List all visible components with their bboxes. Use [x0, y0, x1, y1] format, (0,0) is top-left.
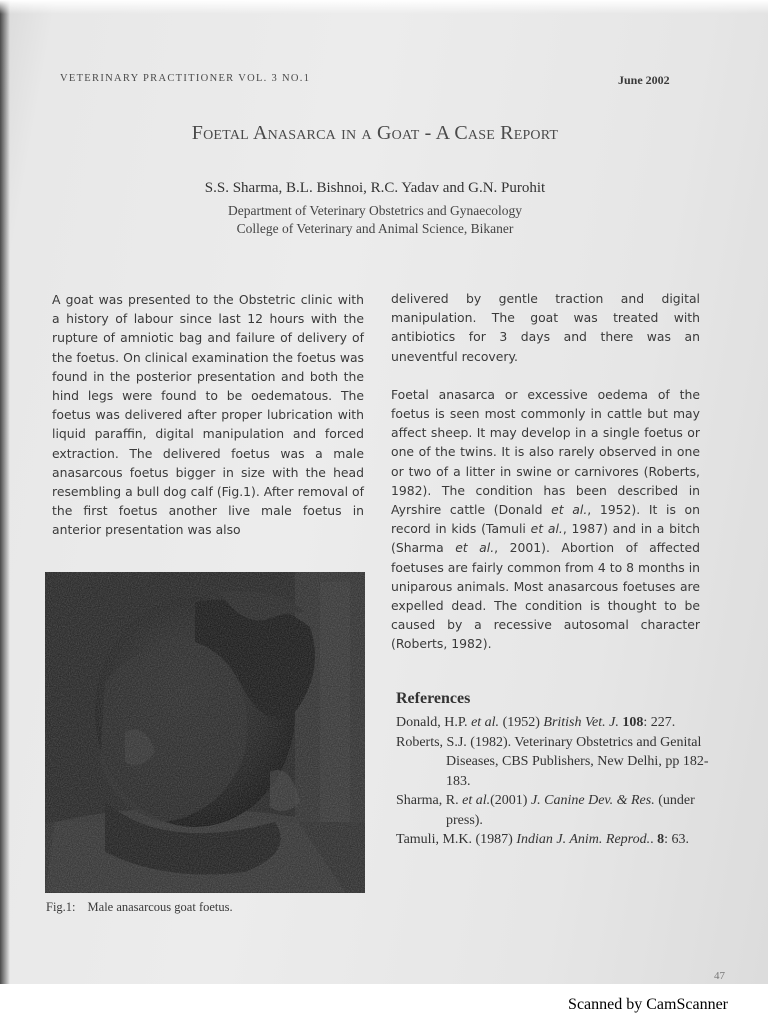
ref-author: Sharma, R.: [396, 793, 463, 808]
reference-item: [396, 713, 726, 733]
ref-year: (2001): [490, 793, 531, 808]
ref-pages: : 227.: [643, 715, 676, 730]
reference-item: [396, 733, 726, 792]
left-column: [52, 290, 364, 540]
ref-journal: J. Canine Dev. & Res.: [530, 793, 655, 808]
scanner-watermark: Scanned by CamScanner: [568, 996, 728, 1013]
ref-pages: : 63.: [664, 832, 689, 847]
author-list: S.S. Sharma, B.L. Bishnoi, R.C. Yadav and G.N. Purohit: [204, 180, 546, 196]
ref-author: Tamuli, M.K. (1987): [396, 832, 517, 847]
ref-et-al: et al.: [471, 715, 500, 730]
reference-item: [396, 830, 726, 850]
ref-journal: British Vet. J.: [543, 715, 619, 730]
reference-item: [396, 791, 726, 830]
ref-journal: Indian J. Anim. Reprod.: [516, 832, 651, 847]
ref-et-al: et al.: [462, 793, 491, 808]
figure-caption-text: Male anasarcous goat foetus.: [87, 900, 233, 914]
ref-sep: .: [650, 832, 658, 847]
text-run: , 1952). It is on record in kids (Tamuli: [391, 502, 700, 537]
journal-header: VETERINARY PRACTITIONER VOL. 3 NO.1: [60, 73, 311, 84]
references-heading: References: [396, 690, 471, 707]
et-al-italic: et al.: [455, 540, 495, 556]
text-run: Foetal anasarca or excessive oedema of the foetus is seen most commonly in cattle but may affect sheep. It may develop in a single foetus or one of the twins. It is also rarely observed in one or two of a litter in swine or carnivores (Roberts, 1982). The condition has been described in Ayrshire cattle (Donald: [391, 386, 700, 518]
reference-list: [396, 713, 726, 850]
body-paragraph: [391, 385, 700, 654]
text-run: , 1987) and in a bitch (Sharma: [391, 521, 700, 556]
et-al-italic: et al.: [551, 502, 588, 518]
ref-volume: 8: [657, 832, 665, 847]
foetus-photo-image: [45, 572, 365, 893]
ref-year: (1952): [499, 715, 544, 730]
ref-author: Donald, H.P.: [396, 715, 472, 730]
figure-caption: [46, 900, 233, 915]
goat-foetus-photo: [45, 572, 365, 893]
ref-status: (under press).: [446, 793, 695, 828]
issue-date: June 2002: [618, 73, 670, 87]
ref-volume: 108: [618, 715, 644, 730]
affiliation-college: College of Veterinary and Animal Science, Bikaner: [236, 221, 514, 236]
page-number: 47: [714, 970, 725, 982]
et-al-italic: et al.: [530, 521, 563, 537]
body-paragraph: delivered by gentle traction and digital manipulation. The goat was treated with antibiotics for 3 days and there was an uneventful recovery.: [391, 291, 700, 364]
article-title: Foetal Anasarca in a Goat - A Case Report: [191, 122, 559, 144]
body-paragraph: A goat was presented to the Obstetric clinic with a history of labour since last 12 hours with the rupture of amniotic bag and failure of delivery of the foetus. On clinical examination the foetus was found in the posterior presentation and both the hind legs were found to be oedematous. The foetus was delivered after proper lubrication with liquid paraffin, digital manipulation and forced extraction. The delivered foetus was a male anasarcous foetus bigger in size with the head resembling a bull dog calf (Fig.1). After removal of the first foetus another live male foetus in anterior presentation was also: [52, 292, 364, 538]
right-column: [391, 289, 700, 654]
ref-text: Roberts, S.J. (1982). Veterinary Obstetrics and Genital Diseases, CBS Publishers, New Delhi, pp 182-183.: [396, 734, 709, 789]
text-run: , 2001). Abortion of affected foetuses are fairly common from 4 to 8 months in uniparous animals. Most anasarcous foetuses are expelled dead. The condition is thought to be caused by a recessive autosomal character (Roberts, 1982).: [391, 540, 701, 652]
figure-label: Fig.1:: [46, 900, 76, 914]
affiliation-department: Department of Veterinary Obstetrics and Gynaecology: [227, 203, 523, 218]
